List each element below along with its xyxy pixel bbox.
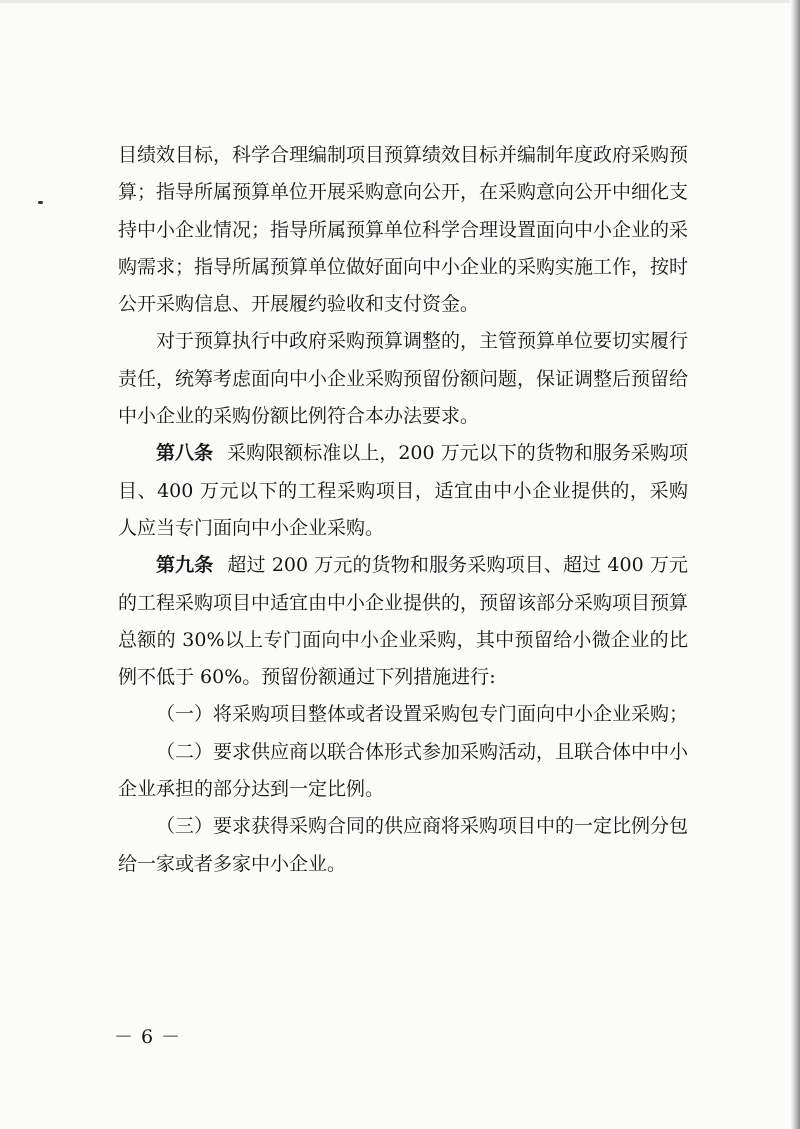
article-8-label: 第八条 [156,442,214,465]
paragraph-budget-adjustment: 对于预算执行中政府采购预算调整的，主管预算单位要切实履行责任，统筹考虑面向中小企业采购预留份额问题，保证调整后预留给中小企业的采购份额比例符合本办法要求。 [118,330,689,428]
body-text [118,137,688,883]
paragraph-goals: 目绩效目标，科学合理编制项目预算绩效目标并编制年度政府采购预算；指导所属预算单位开展采购意向公开，在采购意向公开中细化支持中小企业情况；指导所属预算单位科学合理设置面向中小企业的采购需求；指导所属预算单位做好面向中小企业的采购实施工作，按时公开采购信息、开展履约验收和支付资金。 [118,144,689,316]
article-8 [118,435,688,547]
page-number: － 6 － [114,1026,182,1048]
scan-edge-right [790,0,800,1129]
scan-edge-top [0,0,800,3]
measure-item-3: （三）要求获得采购合同的供应商将采购项目中的一定比例分包给一家或者多家中小企业。 [118,815,689,875]
article-9-label: 第九条 [156,554,214,577]
measure-item-1: （一）将采购项目整体或者设置采购包专门面向中小企业采购； [156,703,689,726]
article-9 [118,547,688,696]
article-9-text: 超过 200 万元的货物和服务采购项目、超过 400 万元的工程采购项目中适宜由中小企业提供的，预留该部分采购项目预算总额的 30%以上专门面向中小企业采购，其中预留给小微企业的比例不低于 60%。预留份额通过下列措施进行: [118,554,689,689]
measure-item-2: （二）要求供应商以联合体形式参加采购活动，且联合体中中小企业承担的部分达到一定比例。 [118,740,689,801]
scan-speck [38,201,43,204]
article-8-text: 采购限额标准以上，200 万元以下的货物和服务采购项目、400 万元以下的工程采购项目，适宜由中小企业提供的，采购人应当专门面向中小企业采购。 [118,442,688,539]
